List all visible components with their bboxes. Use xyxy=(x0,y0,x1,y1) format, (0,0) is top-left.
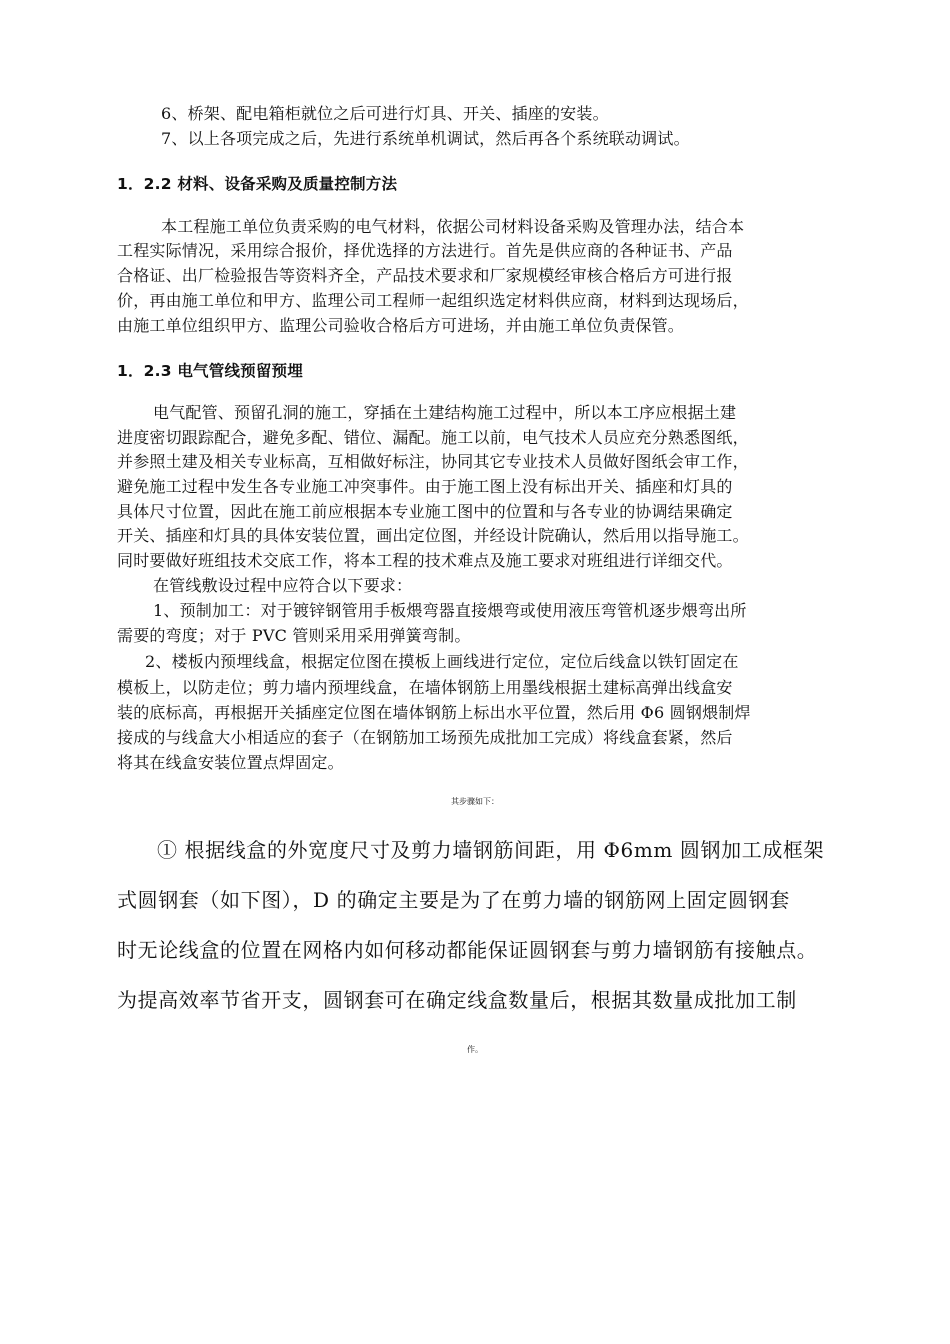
steps-line: 式圆钢套（如下图），D 的确定主要是为了在剪力墙的钢筋网上固定圆钢套 xyxy=(117,888,790,912)
steps-line: ① 根据线盒的外宽度尺寸及剪力墙钢筋间距，用 Φ6mm 圆钢加工成框架 xyxy=(157,838,825,862)
paragraph-line: 避免施工过程中发生各专业施工冲突事件。由于施工图上没有标出开关、插座和灯具的 xyxy=(117,477,733,496)
paragraph-line: 本工程施工单位负责采购的电气材料，依据公司材料设备采购及管理办法，结合本 xyxy=(161,217,745,236)
paragraph-line: 价，再由施工单位和甲方、监理公司工程师一起组织选定材料供应商，材料到达现场后， xyxy=(117,291,749,310)
steps-line: 时无论线盒的位置在网格内如何移动都能保证圆钢套与剪力墙钢筋有接触点。 xyxy=(117,938,818,962)
paragraph-line: 合格证、出厂检验报告等资料齐全，产品技术要求和厂家规模经审核合格后方可进行报 xyxy=(117,266,733,285)
paragraph-line: 工程实际情况，采用综合报价，择优选择的方法进行。首先是供应商的各种证书、产品 xyxy=(117,241,733,260)
paragraph-line: 装的底标高，再根据开关插座定位图在墙体钢筋上标出水平位置，然后用 Φ6 圆钢煨制焊 xyxy=(117,703,751,722)
list-item-6: 6、桥架、配电箱柜就位之后可进行灯具、开关、插座的安装。 xyxy=(161,104,609,123)
paragraph-line: 进度密切跟踪配合，避免多配、错位、漏配。施工以前，电气技术人员应充分熟悉图纸， xyxy=(117,428,749,447)
paragraph-line: 开关、插座和灯具的具体安装位置，画出定位图，并经设计院确认，然后用以指导施工。 xyxy=(117,526,749,545)
steps-title: 其步骤如下： xyxy=(451,797,499,806)
paragraph-line: 在管线敷设过程中应符合以下要求： xyxy=(153,576,413,595)
paragraph-line: 由施工单位组织甲方、监理公司验收合格后方可进场，并由施工单位负责保管。 xyxy=(117,316,685,335)
paragraph-line: 同时要做好班组技术交底工作，将本工程的技术难点及施工要求对班组进行详细交代。 xyxy=(117,551,733,570)
list-item-7: 7、以上各项完成之后，先进行系统单机调试，然后再各个系统联动调试。 xyxy=(161,129,690,148)
section-heading-1-2-2: 1．2.2 材料、设备采购及质量控制方法 xyxy=(117,175,398,193)
steps-line: 为提高效率节省开支，圆钢套可在确定线盒数量后，根据其数量成批加工制 xyxy=(117,988,797,1012)
steps-line: 作。 xyxy=(467,1045,483,1054)
paragraph-line: 1、预制加工：对于镀锌钢管用手板煨弯器直接煨弯或使用液压弯管机逐步煨弯出所 xyxy=(153,601,747,620)
paragraph-line: 将其在线盒安装位置点焊固定。 xyxy=(117,753,344,772)
section-heading-1-2-3: 1．2.3 电气管线预留预埋 xyxy=(117,362,303,380)
paragraph-line: 接成的与线盒大小相适应的套子（在钢筋加工场预先成批加工完成）将线盒套紧，然后 xyxy=(117,728,733,747)
paragraph-line: 2、楼板内预埋线盒，根据定位图在摸板上画线进行定位，定位后线盒以铁钉固定在 xyxy=(145,652,739,671)
paragraph-line: 电气配管、预留孔洞的施工，穿插在土建结构施工过程中，所以本工序应根据土建 xyxy=(153,403,737,422)
paragraph-line: 并参照土建及相关专业标高，互相做好标注，协同其它专业技术人员做好图纸会审工作， xyxy=(117,452,749,471)
paragraph-line: 模板上，以防走位；剪力墙内预埋线盒，在墙体钢筋上用墨线根据土建标高弹出线盒安 xyxy=(117,678,733,697)
paragraph-line: 需要的弯度；对于 PVC 管则采用采用弹簧弯制。 xyxy=(117,626,471,645)
paragraph-line: 具体尺寸位置，因此在施工前应根据本专业施工图中的位置和与各专业的协调结果确定 xyxy=(117,502,733,521)
